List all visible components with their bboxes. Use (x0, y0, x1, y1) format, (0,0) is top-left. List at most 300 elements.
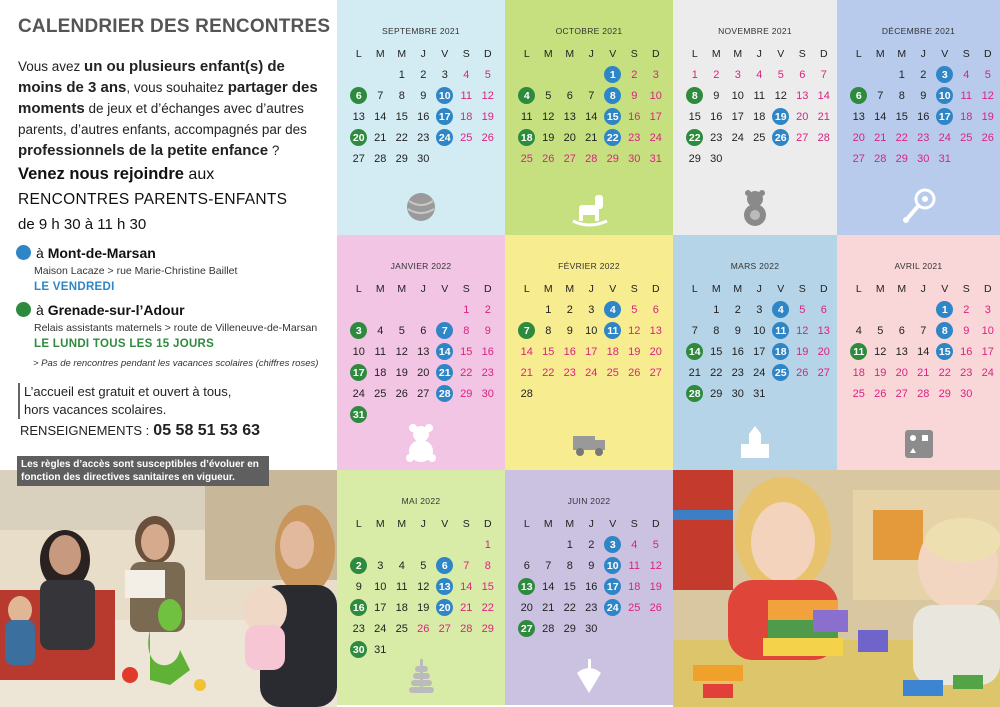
weekday-header: J (920, 282, 926, 295)
weekday-header: S (462, 47, 470, 60)
holiday-day: 5 (652, 538, 659, 551)
holiday-day: 25 (628, 601, 641, 614)
holiday-day: 21 (460, 601, 473, 614)
day-cell: 2 (588, 538, 595, 551)
calendar-month (505, 0, 673, 235)
meeting-day-grenade: 4 (518, 87, 535, 104)
weekday-header: M (565, 282, 575, 295)
day-cell: 9 (920, 89, 927, 102)
calendar-month (505, 235, 673, 470)
day-cell: 2 (420, 68, 427, 81)
day-cell: 29 (710, 387, 723, 400)
day-cell: 4 (855, 324, 862, 337)
day-cell (934, 299, 956, 320)
calendar-month (837, 235, 1000, 470)
empty-cell (456, 534, 478, 555)
weekday-header: J (588, 282, 594, 295)
empty-cell (516, 299, 538, 320)
month-days-grid (348, 43, 499, 169)
holiday-day: 5 (777, 68, 784, 81)
day-cell (934, 320, 956, 341)
day-cell: 31 (753, 387, 766, 400)
weekday-header: M (375, 47, 385, 60)
day-cell: 3 (588, 303, 595, 316)
day-cell: 9 (420, 89, 427, 102)
holiday-day: 14 (520, 345, 533, 358)
calendar-month (505, 470, 673, 705)
weekday-header: S (798, 282, 806, 295)
holiday-day: 7 (463, 559, 470, 572)
day-cell: 29 (563, 622, 576, 635)
access-info (18, 383, 298, 419)
day-cell: 17 (753, 345, 766, 358)
loc1-prefix: à (36, 245, 48, 261)
day-cell: 13 (852, 110, 865, 123)
holiday-day: 29 (460, 387, 473, 400)
empty-cell (516, 64, 538, 85)
day-cell: 13 (417, 345, 430, 358)
meeting-day-mont-de-marsan: 20 (436, 599, 453, 616)
sanitary-warning: Les règles d’accès sont susceptibles d’évoluer en fonction des directives sanitaires en vigueur. (17, 456, 269, 486)
intro-bold-1: un ou plusieurs enfant(s) de moins de 3 ans (18, 58, 285, 96)
day-cell: 14 (585, 110, 598, 123)
day-cell: 21 (688, 366, 701, 379)
holiday-day: 22 (460, 366, 473, 379)
day-cell: 3 (756, 303, 763, 316)
holiday-day: 25 (960, 131, 973, 144)
teddy-icon (733, 185, 777, 229)
holiday-day: 23 (563, 366, 576, 379)
holiday-day: 20 (895, 366, 908, 379)
holiday-day: 22 (895, 131, 908, 144)
holiday-day: 5 (984, 68, 991, 81)
meeting-day-mont-de-marsan: 1 (936, 301, 953, 318)
weekday-header: L (523, 517, 530, 530)
weekday-header: M (543, 282, 553, 295)
day-cell (602, 534, 624, 555)
intro-paragraph (18, 56, 328, 161)
day-cell: 8 (566, 559, 573, 572)
holiday-day: 16 (563, 345, 576, 358)
contact-phone: 05 58 51 53 63 (153, 422, 261, 439)
meeting-day-mont-de-marsan: 11 (604, 322, 621, 339)
meeting-day-grenade: 31 (350, 406, 367, 423)
holiday-day: 12 (649, 559, 662, 572)
day-cell (684, 127, 706, 148)
day-cell (770, 341, 792, 362)
holiday-day: 15 (481, 580, 494, 593)
weekday-header: V (441, 282, 449, 295)
day-cell: 5 (420, 559, 427, 572)
day-cell: 27 (352, 152, 365, 165)
empty-cell (516, 534, 538, 555)
empty-cell (538, 534, 560, 555)
weekday-header: M (397, 282, 407, 295)
day-cell (602, 64, 624, 85)
day-cell (434, 383, 456, 404)
empty-cell (538, 64, 560, 85)
day-cell: 3 (377, 559, 384, 572)
day-cell: 22 (710, 366, 723, 379)
holiday-day: 16 (481, 345, 494, 358)
meeting-day-mont-de-marsan: 10 (936, 87, 953, 104)
day-cell (934, 106, 956, 127)
meeting-day-grenade: 3 (350, 322, 367, 339)
holiday-day: 19 (628, 345, 641, 358)
holiday-day: 26 (481, 131, 494, 144)
holiday-day: 27 (563, 152, 576, 165)
day-cell (684, 85, 706, 106)
holiday-day: 3 (984, 303, 991, 316)
weekday-header: M (543, 47, 553, 60)
day-cell: 2 (734, 303, 741, 316)
meeting-day-grenade: 2 (350, 557, 367, 574)
meeting-day-mont-de-marsan: 10 (436, 87, 453, 104)
truck-icon (567, 420, 611, 464)
weekday-header: J (420, 517, 426, 530)
day-cell (770, 106, 792, 127)
empty-cell (413, 299, 435, 320)
day-cell: 7 (691, 324, 698, 337)
empty-cell (370, 534, 392, 555)
day-cell: 21 (585, 131, 598, 144)
holiday-day: 24 (649, 131, 662, 144)
day-cell: 9 (734, 324, 741, 337)
day-cell (602, 320, 624, 341)
day-cell: 7 (877, 89, 884, 102)
weekday-header: V (777, 282, 785, 295)
day-cell (934, 64, 956, 85)
weekday-header: L (523, 47, 530, 60)
month-days-grid (516, 278, 667, 404)
holiday-day: 18 (606, 345, 619, 358)
day-cell (434, 362, 456, 383)
holiday-day: 30 (960, 387, 973, 400)
day-cell: 17 (374, 601, 387, 614)
meeting-day-mont-de-marsan: 26 (772, 129, 789, 146)
intro-panel (0, 0, 337, 470)
day-cell: 27 (417, 387, 430, 400)
day-cell: 20 (563, 131, 576, 144)
holiday-day: 28 (874, 152, 887, 165)
day-cell: 7 (588, 89, 595, 102)
weekday-header: S (462, 282, 470, 295)
holiday-day: 27 (649, 366, 662, 379)
empty-cell (913, 299, 935, 320)
day-cell: 12 (542, 110, 555, 123)
holiday-day: 31 (938, 152, 951, 165)
holiday-day: 19 (796, 345, 809, 358)
day-cell: 8 (398, 89, 405, 102)
day-cell: 21 (374, 131, 387, 144)
page-title: CALENDRIER DES RENCONTRES (18, 16, 331, 37)
day-cell: 10 (753, 324, 766, 337)
meeting-day-mont-de-marsan: 17 (604, 578, 621, 595)
holiday-day: 30 (917, 152, 930, 165)
day-cell: 25 (395, 622, 408, 635)
meeting-day-mont-de-marsan: 14 (436, 343, 453, 360)
weekday-header: S (630, 517, 638, 530)
holiday-day: 17 (649, 110, 662, 123)
empty-cell (348, 64, 370, 85)
month-title: AVRIL 2021 (894, 261, 943, 271)
holiday-day: 26 (542, 152, 555, 165)
day-cell (348, 555, 370, 576)
day-cell: 5 (398, 324, 405, 337)
month-days-grid (684, 278, 835, 404)
day-cell (684, 341, 706, 362)
weekday-header: L (355, 47, 362, 60)
holiday-day: 20 (649, 345, 662, 358)
day-cell: 8 (713, 324, 720, 337)
holiday-day: 5 (631, 303, 638, 316)
contact (20, 422, 260, 440)
day-cell: 19 (417, 601, 430, 614)
month-days-grid (348, 513, 499, 660)
day-cell: 4 (377, 324, 384, 337)
meeting-day-mont-de-marsan: 17 (436, 108, 453, 125)
holiday-day: 1 (484, 538, 491, 551)
loc2-name: Grenade-sur-l’Adour (47, 302, 185, 318)
contact-label: RENSEIGNEMENTS : (20, 423, 150, 438)
month-days-grid (848, 278, 999, 404)
holiday-day: 2 (631, 68, 638, 81)
weekday-header: V (441, 47, 449, 60)
day-cell (602, 127, 624, 148)
day-cell: 11 (396, 580, 408, 593)
meeting-day-mont-de-marsan: 28 (436, 385, 453, 402)
meeting-day-grenade: 14 (686, 343, 703, 360)
holiday-day: 21 (817, 110, 830, 123)
weekday-header: M (897, 47, 907, 60)
day-cell (348, 85, 370, 106)
day-cell: 6 (898, 324, 905, 337)
rattle-icon (897, 185, 941, 229)
meeting-day-mont-de-marsan: 24 (604, 599, 621, 616)
day-cell (684, 383, 706, 404)
holiday-day: 2 (484, 303, 491, 316)
meeting-day-mont-de-marsan: 17 (936, 108, 953, 125)
holiday-day: 30 (628, 152, 641, 165)
day-cell: 3 (441, 68, 448, 81)
holiday-day: 22 (542, 366, 555, 379)
holiday-day: 26 (649, 601, 662, 614)
holiday-day: 25 (460, 131, 473, 144)
month-title: MAI 2022 (401, 496, 441, 506)
day-cell: 20 (417, 366, 430, 379)
holiday-day: 4 (631, 538, 638, 551)
holiday-day: 23 (481, 366, 494, 379)
holiday-day: 27 (817, 366, 830, 379)
holiday-day: 9 (631, 89, 638, 102)
holiday-day: 22 (481, 601, 494, 614)
holiday-day: 6 (799, 68, 806, 81)
holiday-day: 13 (796, 89, 809, 102)
day-cell (602, 106, 624, 127)
weekday-header: L (355, 282, 362, 295)
day-cell: 26 (395, 387, 408, 400)
holiday-note: > Pas de rencontres pendant les vacances scolaires (chiffres roses) (33, 358, 319, 369)
weekday-header: S (962, 282, 970, 295)
rocking-horse-icon (567, 185, 611, 229)
weekday-header: D (483, 282, 492, 295)
holiday-day: 12 (628, 324, 641, 337)
day-cell: 23 (585, 601, 598, 614)
day-cell (348, 597, 370, 618)
holiday-day: 12 (981, 89, 994, 102)
day-cell: 20 (520, 601, 533, 614)
shape-sorter-icon (897, 420, 941, 464)
weekday-header: L (691, 282, 698, 295)
meeting-day-grenade: 28 (686, 385, 703, 402)
day-cell: 23 (417, 131, 430, 144)
day-cell: 10 (352, 345, 365, 358)
holiday-day: 14 (460, 580, 473, 593)
day-cell (770, 127, 792, 148)
weekday-header: J (756, 47, 762, 60)
holiday-day: 7 (820, 68, 827, 81)
holiday-day: 6 (820, 303, 827, 316)
weekday-header: J (420, 282, 426, 295)
holiday-day: 26 (417, 622, 430, 635)
meeting-day-grenade: 6 (350, 87, 367, 104)
day-cell: 5 (877, 324, 884, 337)
empty-cell (413, 534, 435, 555)
meeting-day-mont-de-marsan: 3 (936, 66, 953, 83)
day-cell: 29 (688, 152, 701, 165)
weekday-header: S (630, 282, 638, 295)
day-cell: 23 (710, 131, 723, 144)
weekday-header: M (897, 282, 907, 295)
ball-icon (399, 185, 443, 229)
info-line-1: L’accueil est gratuit et ouvert à tous, (24, 384, 232, 399)
holiday-day: 13 (649, 324, 662, 337)
intro-bold-3: professionnels de la petite enfance (18, 142, 269, 159)
day-cell: 16 (731, 345, 744, 358)
holiday-day: 31 (649, 152, 662, 165)
weekday-header: S (462, 517, 470, 530)
meeting-day-grenade: 20 (350, 129, 367, 146)
holiday-day: 28 (817, 131, 830, 144)
weekday-header: M (733, 47, 743, 60)
weekday-header: J (756, 282, 762, 295)
day-cell (348, 362, 370, 383)
meeting-day-mont-de-marsan: 8 (936, 322, 953, 339)
holiday-day: 27 (796, 131, 809, 144)
holiday-day: 1 (691, 68, 698, 81)
day-cell: 11 (374, 345, 386, 358)
day-cell (848, 85, 870, 106)
holiday-day: 30 (481, 387, 494, 400)
holiday-day: 23 (917, 131, 930, 144)
day-cell: 1 (898, 68, 905, 81)
day-cell: 13 (352, 110, 365, 123)
join-rest: aux (183, 166, 215, 183)
meeting-day-grenade: 30 (350, 641, 367, 658)
day-cell: 30 (710, 152, 723, 165)
weekday-header: V (941, 47, 949, 60)
intro-text-2: , vous souhaitez (126, 80, 228, 95)
intro-bold-2: partager des moments (18, 79, 318, 117)
holiday-day: 25 (606, 366, 619, 379)
holiday-day: 26 (796, 366, 809, 379)
loc2-day: LE LUNDI TOUS LES 15 JOURS (34, 338, 215, 350)
day-cell (434, 85, 456, 106)
holiday-day: 19 (649, 580, 662, 593)
weekday-header: M (711, 47, 721, 60)
holiday-day: 22 (938, 366, 951, 379)
month-title: FÉVRIER 2022 (558, 261, 620, 271)
day-cell: 14 (374, 110, 387, 123)
day-cell: 24 (352, 387, 365, 400)
day-cell (848, 341, 870, 362)
holiday-day: 29 (938, 387, 951, 400)
day-cell (602, 85, 624, 106)
day-cell (770, 320, 792, 341)
day-cell: 1 (398, 68, 405, 81)
day-cell (516, 320, 538, 341)
day-cell: 12 (774, 89, 787, 102)
meeting-day-mont-de-marsan: 13 (436, 578, 453, 595)
photo-parents-reading (0, 470, 337, 707)
meeting-day-grenade: 13 (518, 578, 535, 595)
empty-cell (391, 534, 413, 555)
holiday-day: 5 (484, 68, 491, 81)
empty-cell (434, 299, 456, 320)
day-cell: 22 (395, 131, 408, 144)
day-cell: 6 (420, 324, 427, 337)
day-cell: 16 (710, 110, 723, 123)
holiday-day: 9 (963, 324, 970, 337)
info-line-2: hors vacances scolaires. (24, 402, 167, 417)
day-cell: 12 (417, 580, 430, 593)
day-cell: 18 (374, 366, 387, 379)
holiday-day: 27 (852, 152, 865, 165)
holiday-day: 11 (628, 559, 640, 572)
day-cell (434, 597, 456, 618)
meeting-day-grenade: 17 (350, 364, 367, 381)
day-cell: 18 (753, 110, 766, 123)
intro-text-4: ? (268, 143, 280, 158)
day-cell: 2 (566, 303, 573, 316)
day-cell: 17 (731, 110, 744, 123)
holiday-day: 21 (874, 131, 887, 144)
meeting-day-grenade: 8 (686, 87, 703, 104)
holiday-day: 16 (628, 110, 641, 123)
weekday-header: L (691, 47, 698, 60)
blue-dot-icon (16, 245, 31, 260)
holiday-day: 4 (756, 68, 763, 81)
weekday-header: D (983, 282, 992, 295)
day-cell (434, 576, 456, 597)
holiday-day: 24 (938, 131, 951, 144)
holiday-day: 2 (713, 68, 720, 81)
empty-cell (370, 64, 392, 85)
day-cell (602, 299, 624, 320)
day-cell: 10 (731, 89, 744, 102)
day-cell: 12 (395, 345, 408, 358)
holiday-day: 21 (917, 366, 930, 379)
meeting-day-grenade: 22 (686, 129, 703, 146)
loc2-prefix: à (36, 302, 48, 318)
weekday-header: M (711, 282, 721, 295)
month-days-grid (516, 513, 667, 639)
day-cell: 14 (917, 345, 930, 358)
month-title: SEPTEMBRE 2021 (382, 26, 460, 36)
day-cell: 15 (563, 580, 576, 593)
holiday-day: 18 (852, 366, 865, 379)
month-title: NOVEMBRE 2021 (718, 26, 792, 36)
